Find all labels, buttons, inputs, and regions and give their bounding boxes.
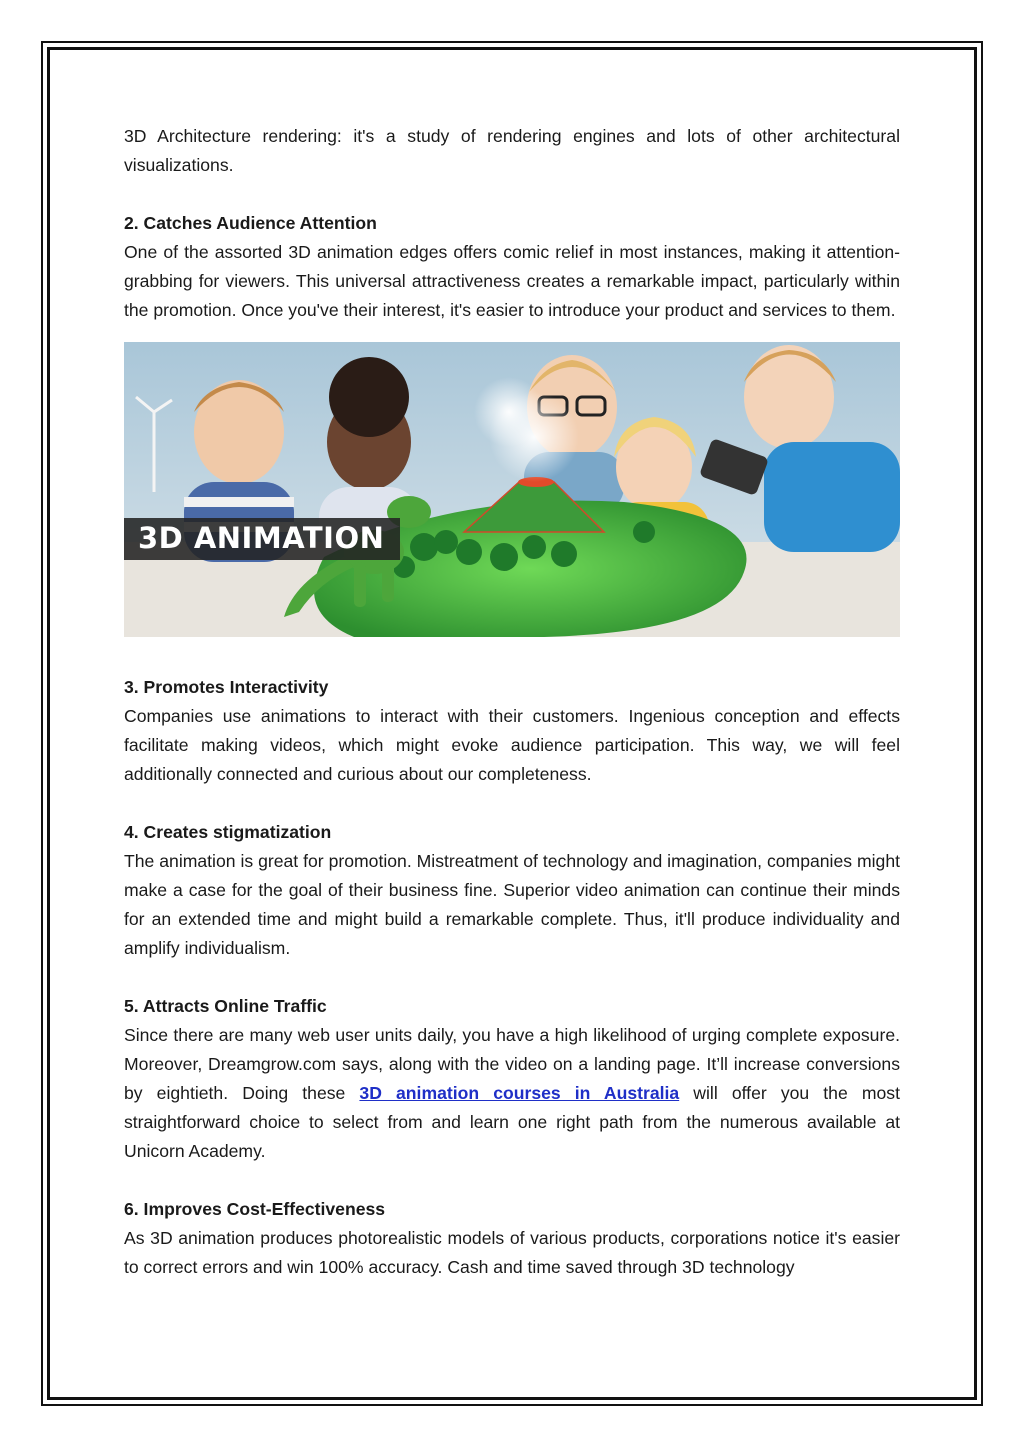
paragraph-text: Since there are many web user units daily, you have a high likelihood of urging complete exposure. Moreover, Dreamgrow.com says, along with the video on a landing page. It’ll increase conversions by eightieth. Doing these [124,1025,900,1103]
intro-paragraph: 3D Architecture rendering: it's a study of rendering engines and lots of other architectural visualizations. [124,126,900,175]
section-heading: 4. Creates stigmatization [124,822,332,842]
section-heading: 2. Catches Audience Attention [124,213,377,233]
section-paragraph [124,1021,900,1166]
section-paragraph: As 3D animation produces photorealistic models of various products, corporations notice it's easier to correct errors and win 100% accuracy. Cash and time saved through 3D technology [124,1228,900,1277]
hero-image [124,342,900,637]
classroom-illustration [124,342,900,637]
section-heading: 5. Attracts Online Traffic [124,996,327,1016]
courses-link[interactable]: 3D animation courses in Australia [359,1083,680,1103]
section-paragraph: One of the assorted 3D animation edges offers comic relief in most instances, making it attention-grabbing for viewers. This universal attractiveness creates a remarkable impact, particularly within the promotion. Once you've their interest, it's easier to introduce your product and services to them. [124,242,900,320]
section-paragraph: The animation is great for promotion. Mistreatment of technology and imagination, companies might make a case for the goal of their business fine. Superior video animation can continue their minds for an extended time and might build a remarkable complete. Thus, it'll produce individuality and amplify individualism. [124,851,900,958]
document-body [124,122,900,1282]
paragraph-text: will offer you the most straightforward choice to select from and learn one right path from the numerous available at Unicorn Academy. [124,1083,900,1161]
section-heading: 3. Promotes Interactivity [124,677,329,697]
hero-overlay-label: 3D ANIMATION [124,518,400,560]
section-heading: 6. Improves Cost-Effectiveness [124,1199,386,1219]
section-paragraph: Companies use animations to interact with their customers. Ingenious conception and effects facilitate making videos, which might evoke audience participation. This way, we will feel additionally connected and curious about our completeness. [124,706,900,784]
